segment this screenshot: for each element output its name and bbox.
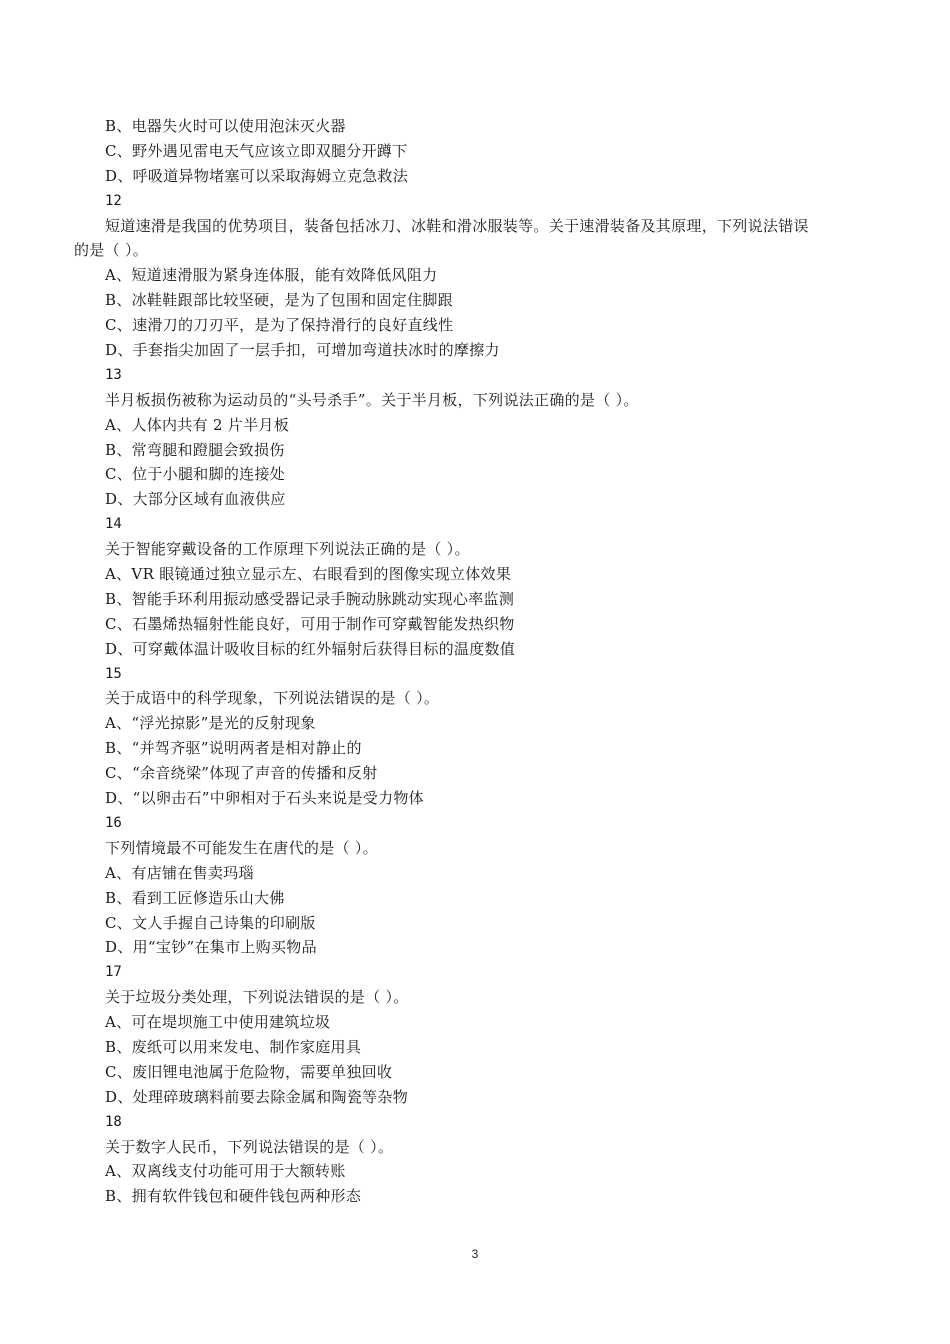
answer-option: C、废旧锂电池属于危险物，需要单独回收 [105, 1062, 393, 1081]
answer-option: B、“并驾齐驱”说明两者是相对静止的 [105, 739, 362, 758]
answer-option: D、手套指尖加固了一层手扣，可增加弯道扶冰时的摩擦力 [105, 341, 500, 360]
answer-option: D、可穿戴体温计吸收目标的红外辐射后获得目标的温度数值 [105, 639, 516, 658]
answer-option: D、“以卵击石”中卵相对于石头来说是受力物体 [105, 789, 424, 808]
answer-option: B、拥有软件钱包和硬件钱包两种形态 [105, 1187, 362, 1206]
question-number: 14 [105, 516, 122, 533]
answer-option: B、智能手环利用振动感受器记录手腕动脉跳动实现心率监测 [105, 589, 515, 608]
question-list [74, 114, 882, 1209]
answer-option: C、石墨烯热辐射性能良好，可用于制作可穿戴智能发热织物 [105, 614, 515, 633]
answer-option: A、VR 眼镜通过独立显示左、右眼看到的图像实现立体效果 [105, 565, 512, 584]
answer-option: A、可在堤坝施工中使用建筑垃圾 [105, 1013, 331, 1032]
answer-option: A、短道速滑服为紧身连体服，能有效降低风阻力 [105, 266, 438, 285]
question-stem: 关于智能穿戴设备的工作原理下列说法正确的是（ ）。 [105, 540, 470, 559]
question-number: 18 [105, 1113, 122, 1130]
answer-option: C、位于小腿和脚的连接处 [105, 465, 286, 484]
answer-option: B、常弯腿和蹬腿会致损伤 [105, 440, 285, 459]
answer-option: B、看到工匠修造乐山大佛 [105, 888, 285, 907]
question-stem: 下列情境最不可能发生在唐代的是（ ）。 [105, 838, 378, 857]
question-stem: 短道速滑是我国的优势项目，装备包括冰刀、冰鞋和滑冰服装等。关于速滑装备及其原理，下列说法错误 [105, 216, 809, 235]
page-number: 3 [471, 1247, 479, 1261]
answer-option: D、大部分区域有血液供应 [105, 490, 286, 509]
answer-option: D、用“宝钞”在集市上购买物品 [105, 938, 317, 957]
answer-option: B、电器失火时可以使用泡沫灭火器 [105, 117, 346, 135]
answer-option: C、文人手握自己诗集的印刷版 [105, 913, 316, 932]
question-stem: 关于成语中的科学现象，下列说法错误的是（ ）。 [105, 689, 440, 708]
question-number: 17 [105, 964, 122, 981]
answer-option: A、人体内共有 2 片半月板 [105, 415, 290, 434]
answer-option: D、处理碎玻璃料前要去除金属和陶瓷等杂物 [105, 1087, 409, 1106]
question-number: 16 [105, 814, 122, 831]
question-stem-continued: 的是（ ）。 [74, 241, 149, 260]
question-number: 12 [105, 192, 122, 209]
question-stem: 半月板损伤被称为运动员的“头号杀手”。关于半月板，下列说法正确的是（ ）。 [105, 390, 639, 409]
answer-option: A、双离线支付功能可用于大额转账 [105, 1162, 346, 1181]
answer-option: A、有店铺在售卖玛瑙 [105, 863, 254, 882]
answer-option: A、“浮光掠影”是光的反射现象 [105, 714, 316, 733]
question-number: 15 [105, 665, 122, 682]
answer-option: C、速滑刀的刀刃平，是为了保持滑行的良好直线性 [105, 316, 454, 335]
answer-option: C、野外遇见雷电天气应该立即双腿分开蹲下 [105, 141, 408, 160]
question-number: 13 [105, 366, 122, 383]
answer-option: B、废纸可以用来发电、制作家庭用具 [105, 1037, 362, 1056]
question-stem: 关于垃圾分类处理，下列说法错误的是（ ）。 [105, 988, 409, 1007]
answer-option: D、呼吸道异物堵塞可以采取海姆立克急救法 [105, 166, 409, 185]
question-stem: 关于数字人民币，下列说法错误的是（ ）。 [105, 1137, 394, 1156]
answer-option: B、冰鞋鞋跟部比较坚硬，是为了包围和固定住脚跟 [105, 291, 453, 310]
answer-option: C、“余音绕梁”体现了声音的传播和反射 [105, 764, 378, 783]
